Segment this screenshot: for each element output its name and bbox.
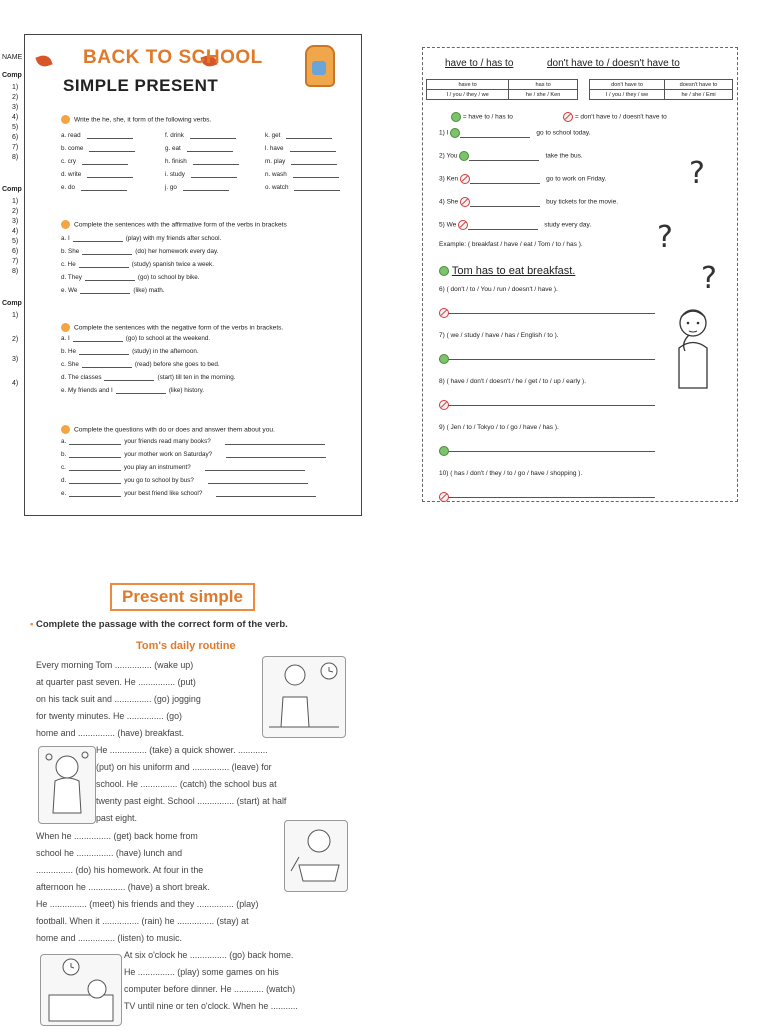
table-head: have to <box>427 80 509 90</box>
section-instruction: Write the he, she, it form of the following verbs. <box>74 116 212 124</box>
boy-eating-illustration <box>284 820 348 892</box>
verb-label: e. do <box>61 184 76 191</box>
section-instruction: Complete the sentences with the negative form of the verbs in brackets. <box>74 324 284 332</box>
cutoff-label: 3) <box>12 218 19 225</box>
instruction-text: Complete the passage with the correct form of the verb. <box>35 619 288 630</box>
sentence-prefix: d. They <box>61 274 82 281</box>
passage-line: When he ............... (get) back home from <box>36 831 198 841</box>
sentence-text: take the bus. <box>545 152 583 160</box>
reorder-prompt: 6) ( don't / to / You / run / doesn't / have ). <box>439 286 558 293</box>
passage-line: on his tack suit and ............... (go) jogging <box>36 694 201 704</box>
cutoff-label: Comp <box>2 300 22 307</box>
sentence-suffix: (do) her homework every day. <box>135 248 219 255</box>
sentence-suffix: (read) before she goes to bed. <box>134 361 220 368</box>
sentence-suffix: your best friend like school? <box>124 490 203 497</box>
sentence-prefix: e. My friends and I <box>61 387 113 394</box>
reorder-prompt: 10) ( has / don't / they / to / go / have / shopping ). <box>439 470 583 477</box>
cutoff-label: 1) <box>12 312 19 319</box>
sentence-suffix: (go) to school by bike. <box>137 274 200 281</box>
verb-label: o. watch <box>265 184 289 191</box>
table-cell: I / you / they / we <box>427 90 509 100</box>
sentence-prefix: b. <box>61 451 67 458</box>
verb-label: m. play <box>265 158 286 165</box>
sentence-prefix: a. I <box>61 235 70 242</box>
sentence-prefix: b. He <box>61 348 77 355</box>
sentence-suffix: you go to school by bus? <box>124 477 194 484</box>
cutoff-label: 2) <box>12 336 19 343</box>
table-cell: he / she / Emi <box>665 90 733 100</box>
verb-label: g. eat <box>165 145 181 152</box>
reorder-prompt: 9) ( Jen / to / Tokyo / to / go / have / has ). <box>439 424 559 431</box>
sentence-text: study every day. <box>544 221 592 229</box>
title-dont-have-to: don't have to / doesn't have to <box>547 58 680 69</box>
example-prompt: Example: ( breakfast / have / eat / Tom / to / has ). <box>439 241 583 248</box>
title-have-to: have to / has to <box>445 58 514 69</box>
cutoff-label: 1) <box>12 84 19 91</box>
passage-line: TV until nine or ten o'clock. When he ........... <box>124 1001 298 1011</box>
passage-line: school. He ............... (catch) the school bus at <box>96 779 277 789</box>
cutoff-label: Comp <box>2 72 22 79</box>
verb-label: i. study <box>165 171 185 178</box>
cutoff-label: 5) <box>12 238 19 245</box>
name-label: NAME <box>2 54 23 61</box>
sentence-prefix: d. <box>61 477 67 484</box>
boy-sleeping-illustration <box>40 954 122 1026</box>
sentence-number: 3) Ken <box>439 175 459 183</box>
passage-line: He ............... (take) a quick shower. ............ <box>96 745 268 755</box>
passage-line: At six o'clock he ............... (go) back home. <box>124 950 294 960</box>
passage-line: computer before dinner. He ............ (watch) <box>124 984 296 994</box>
section-instruction: Complete the sentences with the affirmative form of the verbs in brackets <box>74 221 287 229</box>
passage-line: afternoon he ............... (have) a short break. <box>36 882 210 892</box>
sentence-prefix: b. She <box>61 248 80 255</box>
cutoff-label: 3) <box>12 104 19 111</box>
legend-text: = don't have to / doesn't have to <box>574 113 667 121</box>
sentence-prefix: d. The classes <box>61 374 102 381</box>
sentence-number: 5) We <box>439 221 457 229</box>
table-cell: he / she / Ken <box>509 90 578 100</box>
passage-line: He ............... (meet) his friends and they ............... (play) <box>36 899 259 909</box>
verb-label: n. wash <box>265 171 287 178</box>
cutoff-label: 2) <box>12 94 19 101</box>
cutoff-label: Comp <box>2 186 22 193</box>
sentence-prefix: a. I <box>61 335 70 342</box>
cutoff-label: 4) <box>12 380 19 387</box>
sentence-text: go to work on Friday. <box>546 175 607 183</box>
table-head: doesn't have to <box>665 80 733 90</box>
example-answer-text: Tom has to eat breakfast. <box>451 265 576 277</box>
legend-text: = have to / has to <box>462 113 513 121</box>
sentence-text: go to school today. <box>536 129 591 137</box>
sentence-number: 1) I <box>439 129 449 137</box>
cutoff-label: 8) <box>12 154 19 161</box>
passage-instruction: • Complete the passage with the correct form of the verb. <box>30 619 288 630</box>
cutoff-label: 4) <box>12 114 19 121</box>
sentence-prefix: c. She <box>61 361 79 368</box>
cutoff-label: 3) <box>12 356 19 363</box>
passage-line: at quarter past seven. He ............... (put) <box>36 677 196 687</box>
verb-label: b. come <box>61 145 84 152</box>
sentence-suffix: you play an instrument? <box>123 464 191 471</box>
sentence-suffix: (like) history. <box>168 387 205 394</box>
question-mark-icon: ? <box>657 220 673 255</box>
cutoff-label: 1) <box>12 198 19 205</box>
passage-line: home and ............... (listen) to music. <box>36 933 182 943</box>
verb-label: f. drink <box>165 132 184 139</box>
verb-label: j. go <box>165 184 177 191</box>
cutoff-label: 8) <box>12 268 19 275</box>
verb-label: k. get <box>265 132 281 139</box>
reorder-prompt: 8) ( have / don't / doesn't / he / get / to / up / early ). <box>439 378 587 385</box>
section-instruction: Complete the questions with do or does and answer them about you. <box>74 426 275 434</box>
sentence-prefix: e. <box>61 490 67 497</box>
verb-label: d. write <box>61 171 82 178</box>
table-head: don't have to <box>590 80 665 90</box>
passage-subtitle: Tom's daily routine <box>136 640 236 652</box>
passage-line: school he ............... (have) lunch and <box>36 848 183 858</box>
sentence-prefix: c. He <box>61 261 76 268</box>
passage-line: twenty past eight. School ............... (start) at half <box>96 796 287 806</box>
passage-line: Every morning Tom ............... (wake up) <box>36 660 194 670</box>
passage-line: past eight. <box>96 813 137 823</box>
cutoff-label: 4) <box>12 228 19 235</box>
cutoff-label: 6) <box>12 134 19 141</box>
table-head: has to <box>509 80 578 90</box>
verb-label: c. cry <box>61 158 77 165</box>
cutoff-label: 2) <box>12 208 19 215</box>
sentence-text: buy tickets for the movie. <box>546 198 619 206</box>
sentence-prefix: a. <box>61 438 67 445</box>
passage-line: ............... (do) his homework. At four in the <box>36 865 204 875</box>
sentence-suffix: your mother work on Saturday? <box>124 451 213 458</box>
sentence-suffix: (go) to school at the weekend. <box>125 335 211 342</box>
cutoff-label: 5) <box>12 124 19 131</box>
cutoff-label: 7) <box>12 144 19 151</box>
table-cell: I / you / they / we <box>590 90 665 100</box>
sentence-suffix: your friends read many books? <box>124 438 211 445</box>
verb-label: l. have <box>265 145 284 152</box>
girl-showering-illustration <box>38 746 96 824</box>
passage-line: He ............... (play) some games on his <box>124 967 279 977</box>
boy-jogging-illustration <box>262 656 346 738</box>
worksheet-title: BACK TO SCHOOL <box>83 47 263 68</box>
sentence-suffix: (study) spanish twice a week. <box>131 261 214 268</box>
sentence-number: 2) You <box>439 152 458 160</box>
worksheet-title: Present simple <box>110 583 255 611</box>
cutoff-label: 7) <box>12 258 19 265</box>
question-mark-icon: ? <box>701 261 717 296</box>
passage-line: for twenty minutes. He ............... (go) <box>36 711 182 721</box>
worksheet-subtitle: SIMPLE PRESENT <box>63 76 219 95</box>
sentence-suffix: (play) with my friends after school. <box>125 235 222 242</box>
sentence-number: 4) She <box>439 198 459 206</box>
passage-line: football. When it ............... (rain) he ............... (stay) at <box>36 916 249 926</box>
question-mark-icon: ? <box>689 156 705 191</box>
cutoff-label: 6) <box>12 248 19 255</box>
sentence-suffix: (start) till ten in the morning. <box>157 374 236 381</box>
sentence-prefix: e. We <box>61 287 78 294</box>
verb-label: a. read <box>61 132 81 139</box>
sentence-suffix: (like) math. <box>133 287 165 294</box>
passage-line: (put) on his uniform and ............... (leave) for <box>96 762 272 772</box>
passage-line: home and ............... (have) breakfast. <box>36 728 184 738</box>
reorder-prompt: 7) ( we / study / have / has / English / to ). <box>439 332 559 339</box>
sentence-suffix: (study) in the afternoon. <box>132 348 199 355</box>
verb-label: h. finish <box>165 158 187 165</box>
sentence-prefix: c. <box>61 464 66 471</box>
